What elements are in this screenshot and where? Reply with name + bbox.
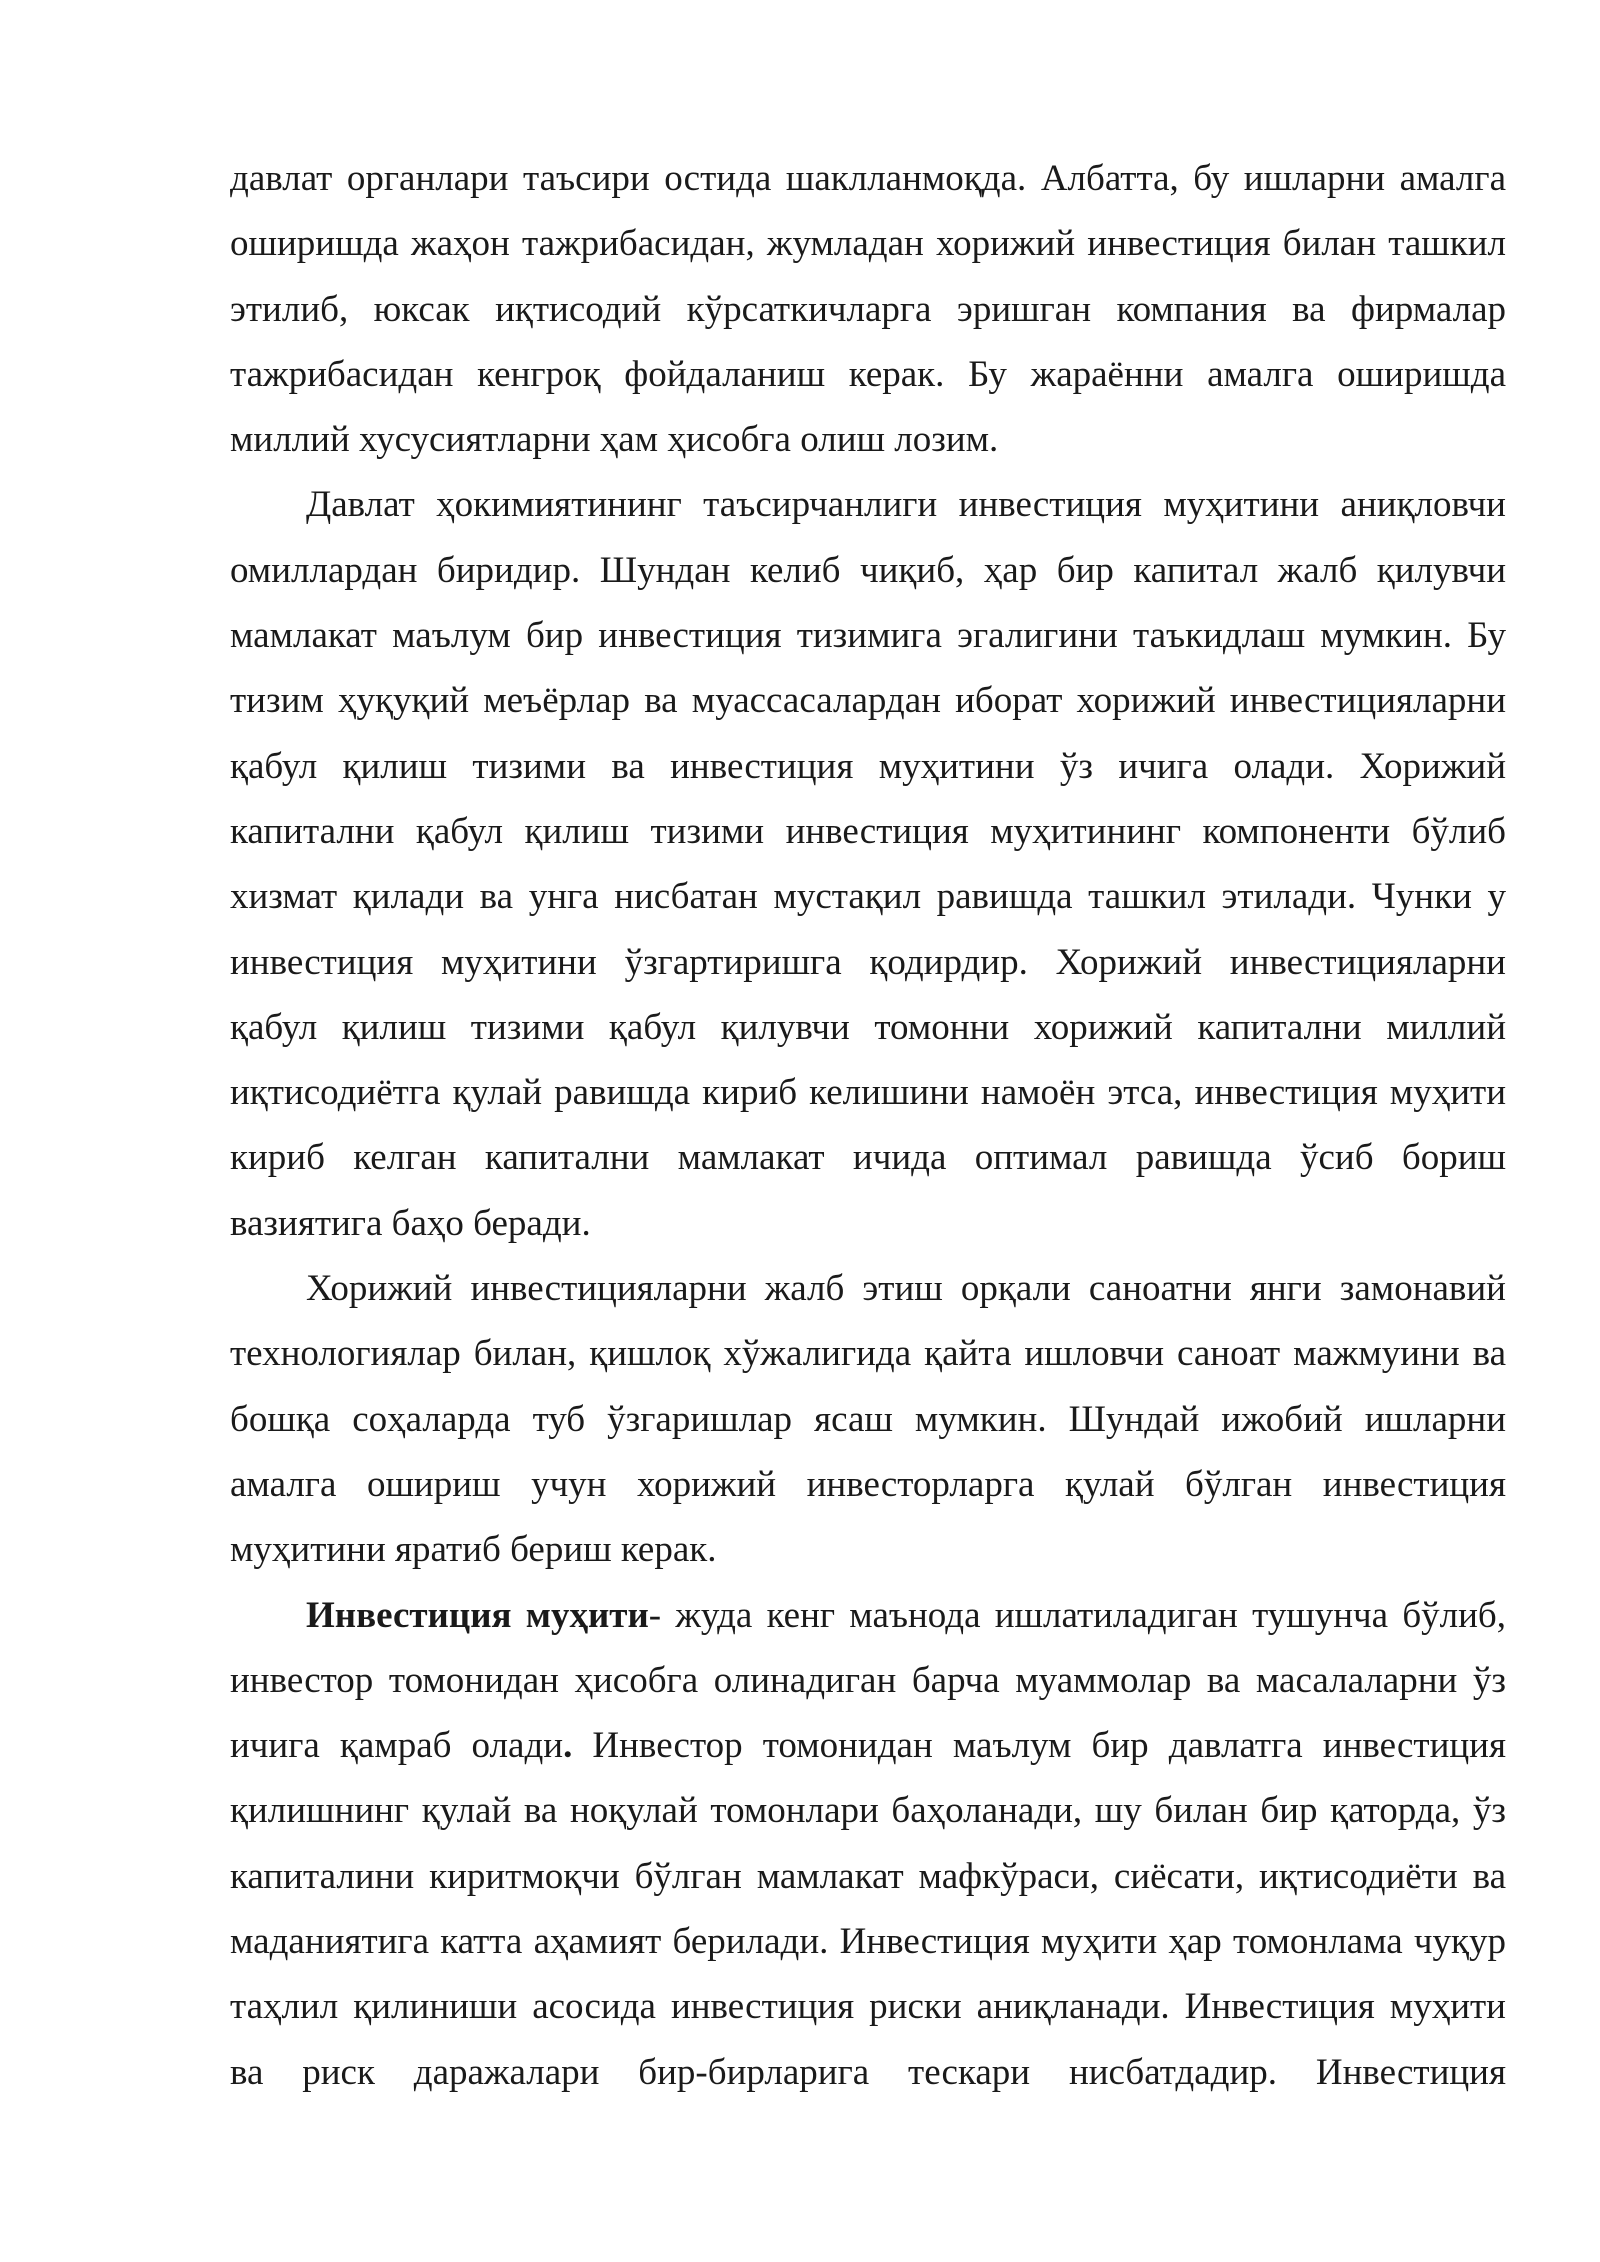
paragraph-3: Хорижий инвестицияларни жалб этиш орқали саноатни янги замонавий технологиялар билан, қишлоқ хўжалигида қайта ишловчи саноат мажмуини ва бошқа соҳаларда туб ўзгаришлар ясаш мумкин. Шундай ижобий ишларни амалга ошириш учун хорижий инвесторларга қулай бўлган инвестиция муҳитини яратиб бериш керак. [230,1268,1506,1571]
paragraph-4 [230,1583,1506,2105]
paragraph-4-bold-period: . [563,1725,573,1767]
paragraph-2: Давлат ҳокимиятининг таъсирчанлиги инвестиция муҳитини аниқловчи омиллардан биридир. Шундан келиб чиқиб, ҳар бир капитал жалб қилувчи мамлакат маълум бир инвестиция тизимига эгалигини таъкидлаш мумкин. Бу тизим ҳуқуқий меъёрлар ва муассасалардан иборат хорижий инвестицияларни қабул қилиш тизими ва инвестиция муҳитини ўз ичига олади. Хорижий капитални қабул қилиш тизими инвестиция муҳитининг компоненти бўлиб хизмат қилади ва унга нисбатан мустақил равишда ташкил этилади. Чунки у инвестиция муҳитини ўзгартиришга қодирдир. Хорижий инвестицияларни қабул қилиш тизими қабул қилувчи томонни хорижий капитални миллий иқтисодиётга қулай равишда кириб келишини намоён этса, инвестиция муҳити кириб келган капитални мамлакат ичида оптимал равишда ўсиб бориш вазиятига баҳо беради. [230,484,1506,1244]
paragraph-4-text-a: - жуда кенг маънода ишлатиладиган тушунча бўлиб, инвестор томонидан ҳисобга олинадиган барча муаммолар ва масалаларни ўз ичига қамраб олади [230,1594,1506,1767]
term-heading: Инвестиция муҳити [306,1594,649,1636]
paragraph-1: давлат органлари таъсири остида шаклланмоқда. Албатта, бу ишларни амалга оширишда жаҳон тажрибасидан, жумладан хорижий инвестиция билан ташкил этилиб, юксак иқтисодий кўрсаткичларга эришган компания ва фирмалар тажрибасидан кенгроқ фойдаланиш керак. Бу жараённи амалга оширишда миллий хусусиятларни ҳам ҳисобга олиш лозим. [230,158,1506,461]
paragraph-4-text-b: Инвестор томонидан маълум бир давлатга инвестиция қилишнинг қулай ва ноқулай томонлари баҳоланади, шу билан бир қаторда, ўз капиталини киритмоқчи бўлган мамлакат мафкўраси, сиёсати, иқтисодиёти ва маданиятига катта аҳамият берилади. Инвестиция муҳити ҳар томонлама чуқур таҳлил қилиниши асосида инвестиция риски аниқланади. Инвестиция муҳити ва риск даражалари бир-бирларига тескари нисбатдадир. Инвестиция [230,1725,1506,2093]
document-page [230,146,1506,2105]
